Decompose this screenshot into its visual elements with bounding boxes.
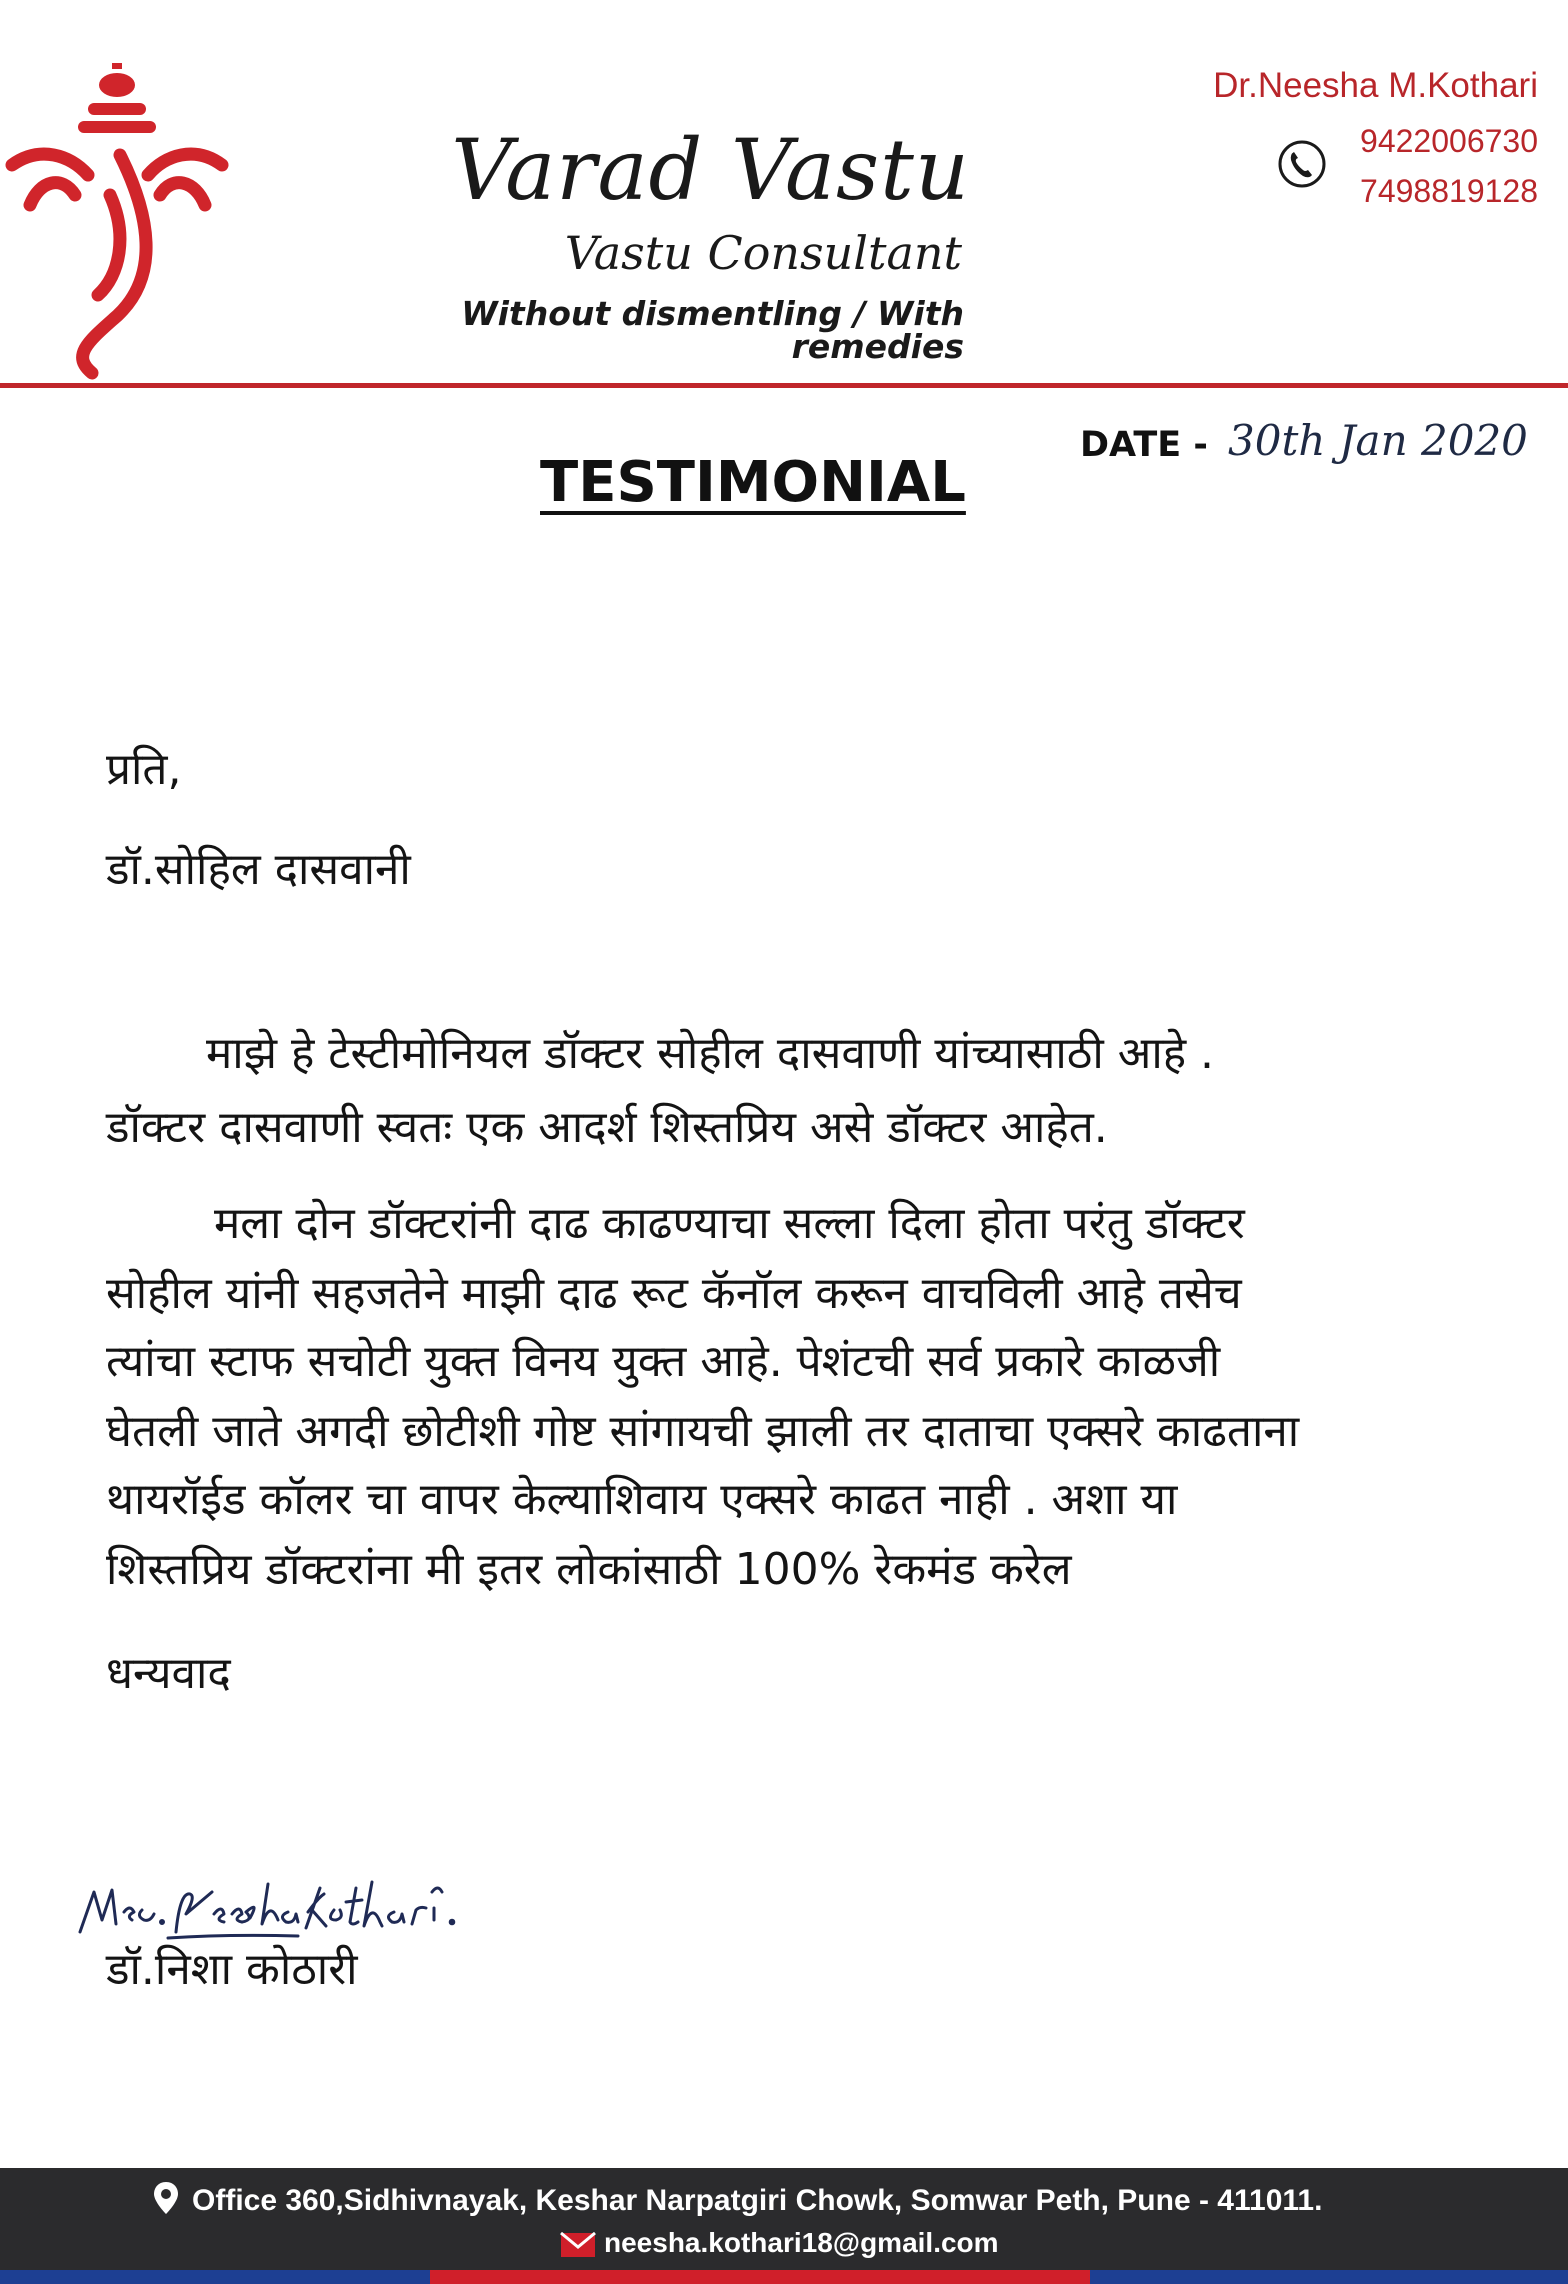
closing: धन्यवाद bbox=[106, 1648, 231, 1699]
footer-accent-stripe bbox=[0, 2270, 1568, 2284]
handwritten-signature bbox=[72, 1862, 542, 1952]
location-pin-icon bbox=[152, 2180, 180, 2216]
paragraph2-line: घेतली जाते अगदी छोटीशी गोष्ट सांगायची झाली तर दाताचा एक्सरे काढताना bbox=[106, 1406, 1300, 1457]
brand-subtitle: Vastu Consultant bbox=[564, 226, 962, 280]
paragraph2-line: शिस्तप्रिय डॉक्टरांना मी इतर लोकांसाठी 100% रेकमंड करेल bbox=[106, 1544, 1072, 1595]
signer-name: डॉ.निशा कोठारी bbox=[106, 1944, 358, 1995]
phone-number-1: 9422006730 bbox=[1360, 123, 1538, 159]
brand-tagline: Without dismentling / With remedies bbox=[461, 294, 964, 366]
doctor-name: Dr.Neesha M.Kothari bbox=[1213, 66, 1538, 105]
footer-address: Office 360,Sidhivnayak, Keshar Narpatgiri Chowk, Somwar Peth, Pune - 411011. bbox=[192, 2184, 1323, 2217]
document-title: TESTIMONIAL bbox=[540, 450, 966, 515]
paragraph1-line: डॉक्टर दासवाणी स्वतः एक आदर्श शिस्तप्रिय असे डॉक्टर आहेत. bbox=[106, 1102, 1108, 1153]
paragraph2-line: थायरॉईड कॉलर चा वापर केल्याशिवाय एक्सरे काढत नाही . अशा या bbox=[106, 1474, 1178, 1525]
ganesha-logo-icon bbox=[0, 55, 240, 385]
paragraph2-line: सोहील यांनी सहजतेने माझी दाढ रूट कॅनॉल करून वाचविली आहे तसेच bbox=[106, 1268, 1242, 1319]
phone-number-2: 7498819128 bbox=[1360, 173, 1538, 209]
paragraph1-line: माझे हे टेस्टीमोनियल डॉक्टर सोहील दासवाणी यांच्यासाठी आहे . bbox=[206, 1028, 1215, 1079]
paragraph2-line: मला दोन डॉक्टरांनी दाढ काढण्याचा सल्ला दिला होता परंतु डॉक्टर bbox=[214, 1198, 1245, 1249]
recipient-name: डॉ.सोहिल दासवानी bbox=[106, 844, 411, 895]
brand-title: Varad Vastu bbox=[451, 121, 970, 219]
phone-icon bbox=[1276, 138, 1328, 190]
mail-icon bbox=[560, 2232, 596, 2258]
paragraph2-line: त्यांचा स्टाफ सचोटी युक्त विनय युक्त आहे. पेशंटची सर्व प्रकारे काळजी bbox=[106, 1336, 1221, 1387]
date-value: 30th Jan 2020 bbox=[1228, 416, 1528, 465]
date-label: DATE - bbox=[1080, 425, 1208, 465]
footer-email[interactable]: neesha.kothari18@gmail.com bbox=[604, 2227, 999, 2258]
signature-text: Mrs. Neesha kothari. bbox=[72, 1862, 83, 1863]
salutation: प्रति, bbox=[106, 744, 182, 795]
header-divider bbox=[0, 383, 1568, 388]
